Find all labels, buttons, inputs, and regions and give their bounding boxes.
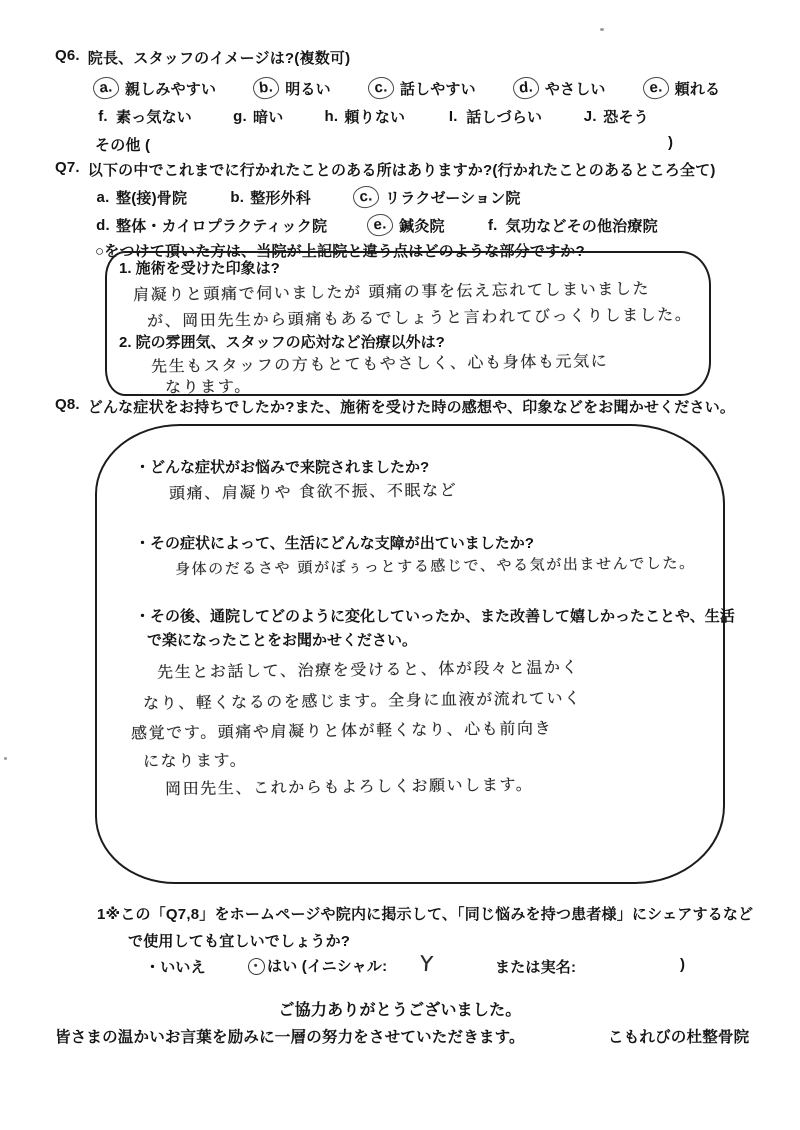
footer-thanks: ご協力ありがとうございました。 [278,1002,522,1019]
q6-question: 院長、スタッフのイメージは?(複数可) [87,50,351,67]
q6-number: Q6. [55,47,80,64]
handwritten-answer: 身体のだるさや 頭がぼぅっとする感じで、やる気が出ませんでした。 [174,553,696,579]
footer-message: 皆さまの温かいお言葉を励みに一層の努力をさせていただきます。 [55,1029,525,1046]
option-letter: d. [96,216,110,234]
q7-options-row2 [95,214,658,236]
q8-question-row [55,396,735,417]
option-letter-circled: b. [252,76,280,100]
option-letter: J. [583,108,597,125]
handwritten-answer: 感覚です。頭痛や肩凝りと体が軽くなり、心も前向き [130,718,553,743]
handwritten-answer: 岡田先生、これからもよろしくお願いします。 [164,774,534,799]
option-letter: b. [230,188,245,206]
q8-sub-question-2: ・その症状によって、生活にどんな支障が出ていましたか? [135,535,534,552]
q6-option-i: I. 話しづらい [445,106,542,127]
realname-label: または実名: [495,959,577,976]
q8-sub-question-3-line2: で楽になったことをお聞かせください。 [147,632,418,649]
q7-option-f: f. 気功などその他治療院 [485,215,658,236]
q6-option-c: c. 話しやすい [368,77,476,99]
option-letter: f. [98,108,108,125]
q6-option-b: b. 明るい [253,77,331,99]
option-letter: I. [448,108,458,125]
consent-yes-label: はい (イニシャル: [267,958,388,975]
option-letter-circled: c. [352,185,380,209]
option-letter-circled: e. [366,213,394,237]
q7-box-item2-label: 2. 院の雰囲気、スタッフの応対など治療以外は? [119,334,445,351]
option-letter-circled: e. [642,76,670,100]
handwritten-answer: 肩凝りと頭痛で伺いましたが 頭痛の事を伝え忘れてしまいました [132,278,651,305]
consent-option-no: ・いいえ [145,959,206,976]
q6-question-row [55,47,350,68]
q6-option-g: g. 暗い [233,108,284,126]
handwritten-answer: 頭痛、肩凝りや 食欲不振、不眠など [168,480,458,503]
option-letter-circled: d. [512,76,540,100]
q8-sub-question-1: ・どんな症状がお悩みで来院されましたか? [135,459,430,476]
yes-selected-circle-mark [247,957,266,976]
option-letter-circled: a. [92,76,120,100]
footer-clinic-name: こもれびの杜整骨院 [608,1029,750,1046]
consent-option-yes [248,955,387,976]
scan-artifact [600,28,604,31]
share-consent-line2: で使用しても宜しいでしょうか? [128,933,351,950]
handwritten-initial: Y [419,951,436,977]
share-consent-line1: 1※この「Q7,8」をホームページや院内に掲示して、「同じ悩みを持つ患者様」にシェアするなど [97,906,754,923]
q7-option-e: e. 鍼灸院 [367,214,445,236]
q7-followup-question: ○をつけて頂いた方は、当院が上記院と違う点はどのような部分ですか? [95,243,585,260]
handwritten-answer: なり、軽くなるのを感じます。全身に血液が流れていく [142,688,582,713]
q6-option-d: d. やさしい [513,77,606,99]
q6-option-j: J. 恐そう [583,108,649,126]
q6-options-row2 [95,106,649,127]
q8-question: どんな症状をお持ちでしたか?また、施術を受けた時の感想や、印象などをお聞かせください。 [87,399,736,416]
q6-other-close-paren: ) [668,134,674,151]
q7-option-c: c. リラクゼーション院 [353,186,521,208]
handwritten-answer: 先生もスタッフの方もとてもやさしく、心も身体も元気に [150,351,609,376]
q6-option-f: f. 素っ気ない [95,106,192,127]
q6-option-a: a. 親しみやすい [93,77,216,99]
option-letter-circled: c. [367,76,395,100]
q8-number: Q8. [55,396,80,413]
option-letter: a. [96,188,110,206]
q7-question: 以下の中でこれまでに行かれたことのある所はありますか?(行かれたことのあるところ全て) [87,162,716,179]
consent-close-paren: ) [680,956,686,973]
q6-option-h: h. 頼りない [324,108,406,126]
handwritten-answer: になります。 [142,750,248,771]
handwritten-answer: が、岡田先生から頭痛もあるでしょうと言われてびっくりしました。 [146,304,693,331]
option-letter: f. [487,216,498,234]
q6-option-e: e. 頼れる [643,77,721,99]
q7-answer-box [105,251,711,396]
handwritten-answer: 先生とお話して、治療を受けると、体が段々と温かく [156,657,580,682]
q7-option-d: d. 整体・カイロプラクティック院 [96,216,328,235]
q7-options-row1 [95,186,521,208]
option-letter: g. [233,108,247,125]
q7-option-b: b. 整形外科 [230,188,312,207]
q8-answer-box [95,424,735,884]
q6-options-row1 [93,77,720,99]
q7-option-a: a. 整(接)骨院 [96,188,188,207]
q7-question-row [55,159,716,180]
q7-box-item1-label: 1. 施術を受けた印象は? [119,260,280,277]
q6-other-label: その他 ( [95,137,151,154]
q8-sub-question-3-line1: ・その後、通院してどのように変化していったか、また改善して嬉しかったことや、生活 [135,608,735,625]
scan-artifact [4,757,7,760]
handwritten-answer: なります。 [164,376,252,397]
bullet-dot [254,964,257,967]
option-letter: h. [324,108,339,125]
q7-number: Q7. [55,159,80,176]
